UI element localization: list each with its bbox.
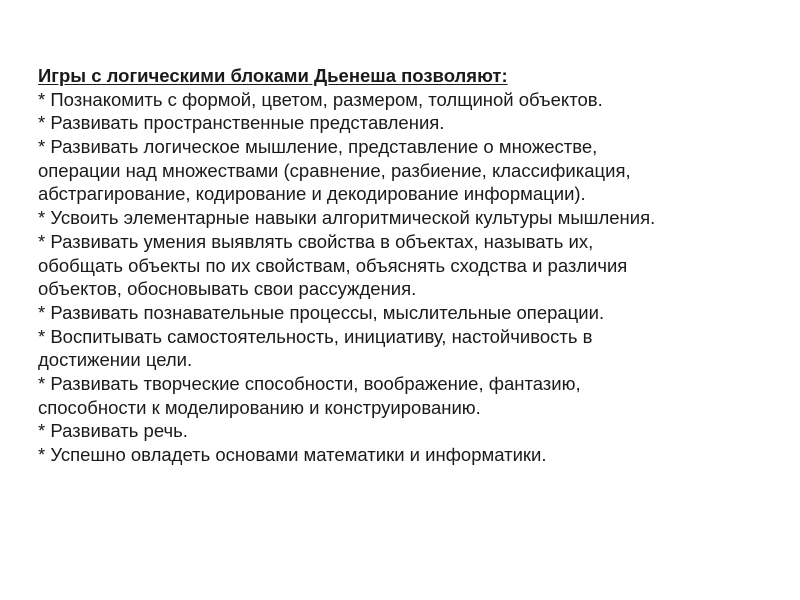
text-block [38,64,788,467]
text-line: обобщать объекты по их свойствам, объяснять сходства и различия [38,254,628,276]
text-line: * Развивать логическое мышление, представление о множестве, [38,136,598,158]
text-line: * Воспитывать самостоятельность, инициативу, настойчивость в [38,325,593,347]
heading: Игры с логическими блоками Дьенеша позволяют: [38,65,508,86]
text-line: * Развивать творческие способности, воображение, фантазию, [38,372,581,394]
text-line: * Развивать пространственные представления. [38,112,445,134]
text-line: * Познакомить с формой, цветом, размером, толщиной объектов. [38,88,603,110]
text-line: * Развивать умения выявлять свойства в объектах, называть их, [38,230,594,252]
text-line: * Успешно овладеть основами математики и информатики. [38,444,547,465]
text-line: * Развивать речь. [38,420,188,442]
text-line: способности к моделированию и конструированию. [38,396,481,418]
text-line: достижении цели. [38,349,193,371]
text-line: * Развивать познавательные процессы, мыслительные операции. [38,301,605,323]
text-line: операции над множествами (сравнение, разбиение, классификация, [38,159,631,181]
text-line: объектов, обосновывать свои рассуждения. [38,278,417,300]
text-line: * Усвоить элементарные навыки алгоритмической культуры мышления. [38,207,656,229]
text-line: абстрагирование, кодирование и декодирование информации). [38,183,586,205]
